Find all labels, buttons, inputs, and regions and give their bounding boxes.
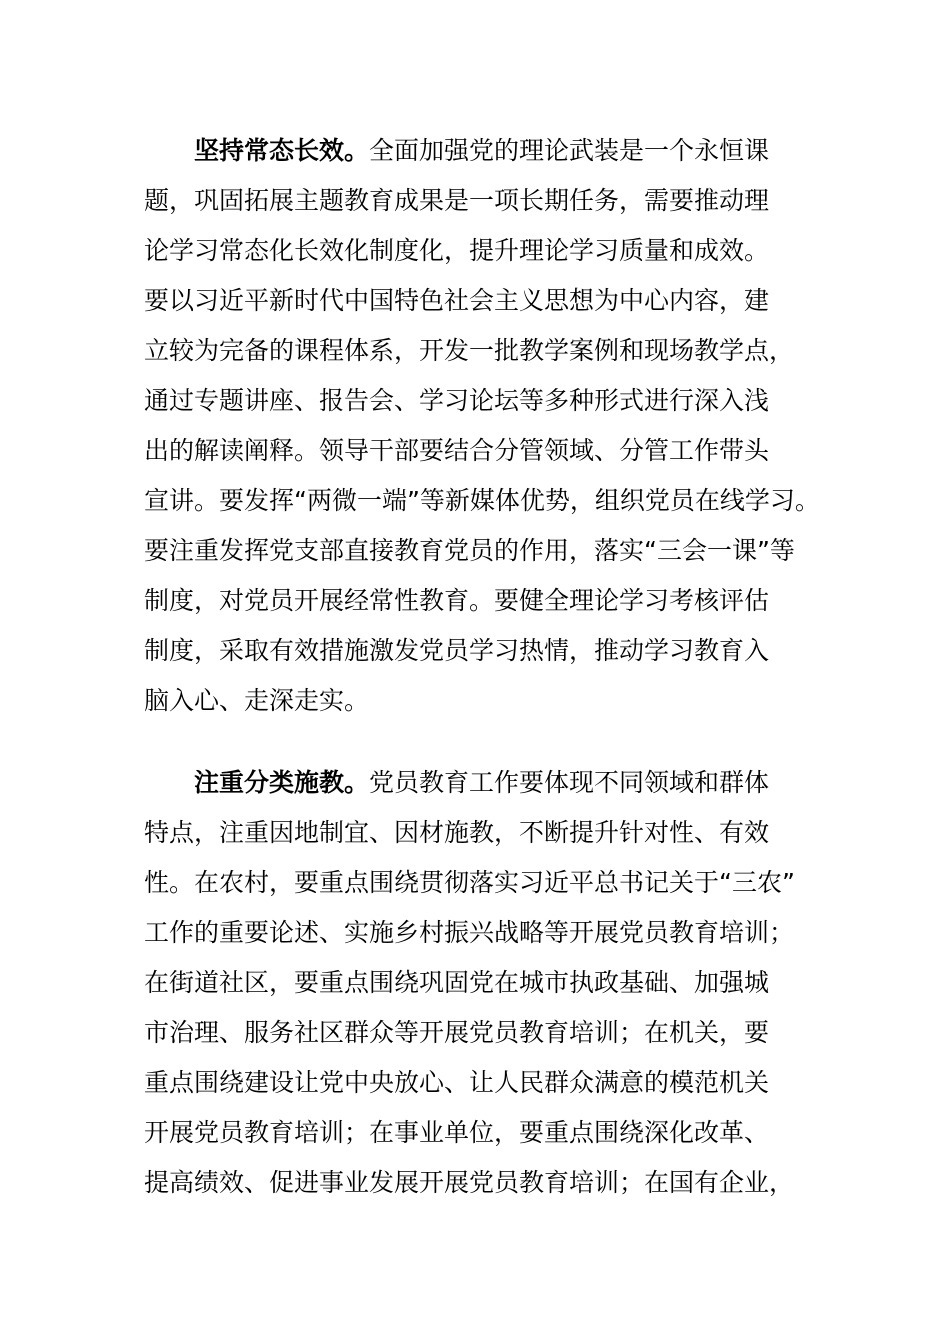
paragraph-line: 特点，注重因地制宜、因材施教，不断提升针对性、有效 [144,818,770,847]
paragraph-lead-heading: 注重分类施教。 [194,768,370,797]
paragraph-first-line [144,758,824,808]
paragraph-line: 通过专题讲座、报告会、学习论坛等多种形式进行深入浅 [144,386,770,415]
paragraph-line: 制度，对党员开展经常性教育。要健全理论学习考核评估 [144,586,770,615]
paragraph-line: 要以习近平新时代中国特色社会主义思想为中心内容，建 [144,286,770,315]
paragraph-line: 题，巩固拓展主题教育成果是一项长期任务，需要推动理 [144,186,770,215]
paragraph-line: 宣讲。要发挥“两微一端”等新媒体优势，组织党员在线学习。 [144,486,820,515]
paragraph-line: 要注重发挥党支部直接教育党员的作用，落实“三会一课”等 [144,536,795,565]
paragraph-line: 工作的重要论述、实施乡村振兴战略等开展党员教育培训； [144,918,795,947]
paragraph-classified-teaching [144,758,824,1208]
paragraph-line: 市治理、服务社区群众等开展党员教育培训；在机关，要 [144,1018,770,1047]
paragraph-persistent-effectiveness [144,126,824,726]
paragraph-first-line [144,126,824,176]
paragraph-line: 论学习常态化长效化制度化，提升理论学习质量和成效。 [144,236,770,265]
paragraph-line: 开展党员教育培训；在事业单位，要重点围绕深化改革、 [144,1118,770,1147]
paragraph-line-text: 党员教育工作要体现不同领域和群体 [369,768,770,797]
paragraph-line: 重点围绕建设让党中央放心、让人民群众满意的模范机关 [144,1068,770,1097]
paragraph-line: 提高绩效、促进事业发展开展党员教育培训；在国有企业， [144,1168,795,1197]
paragraph-line: 制度，采取有效措施激发党员学习热情，推动学习教育入 [144,636,770,665]
paragraph-line: 脑入心、走深走实。 [144,686,370,715]
paragraph-line: 在街道社区，要重点围绕巩固党在城市执政基础、加强城 [144,968,770,997]
paragraph-line: 立较为完备的课程体系，开发一批教学案例和现场教学点， [144,336,795,365]
paragraph-line-text: 全面加强党的理论武装是一个永恒课 [369,136,770,165]
paragraph-line: 性。在农村，要重点围绕贯彻落实习近平总书记关于“三农” [144,868,795,897]
paragraph-lead-heading: 坚持常态长效。 [194,136,370,165]
paragraph-line: 出的解读阐释。领导干部要结合分管领域、分管工作带头 [144,436,770,465]
